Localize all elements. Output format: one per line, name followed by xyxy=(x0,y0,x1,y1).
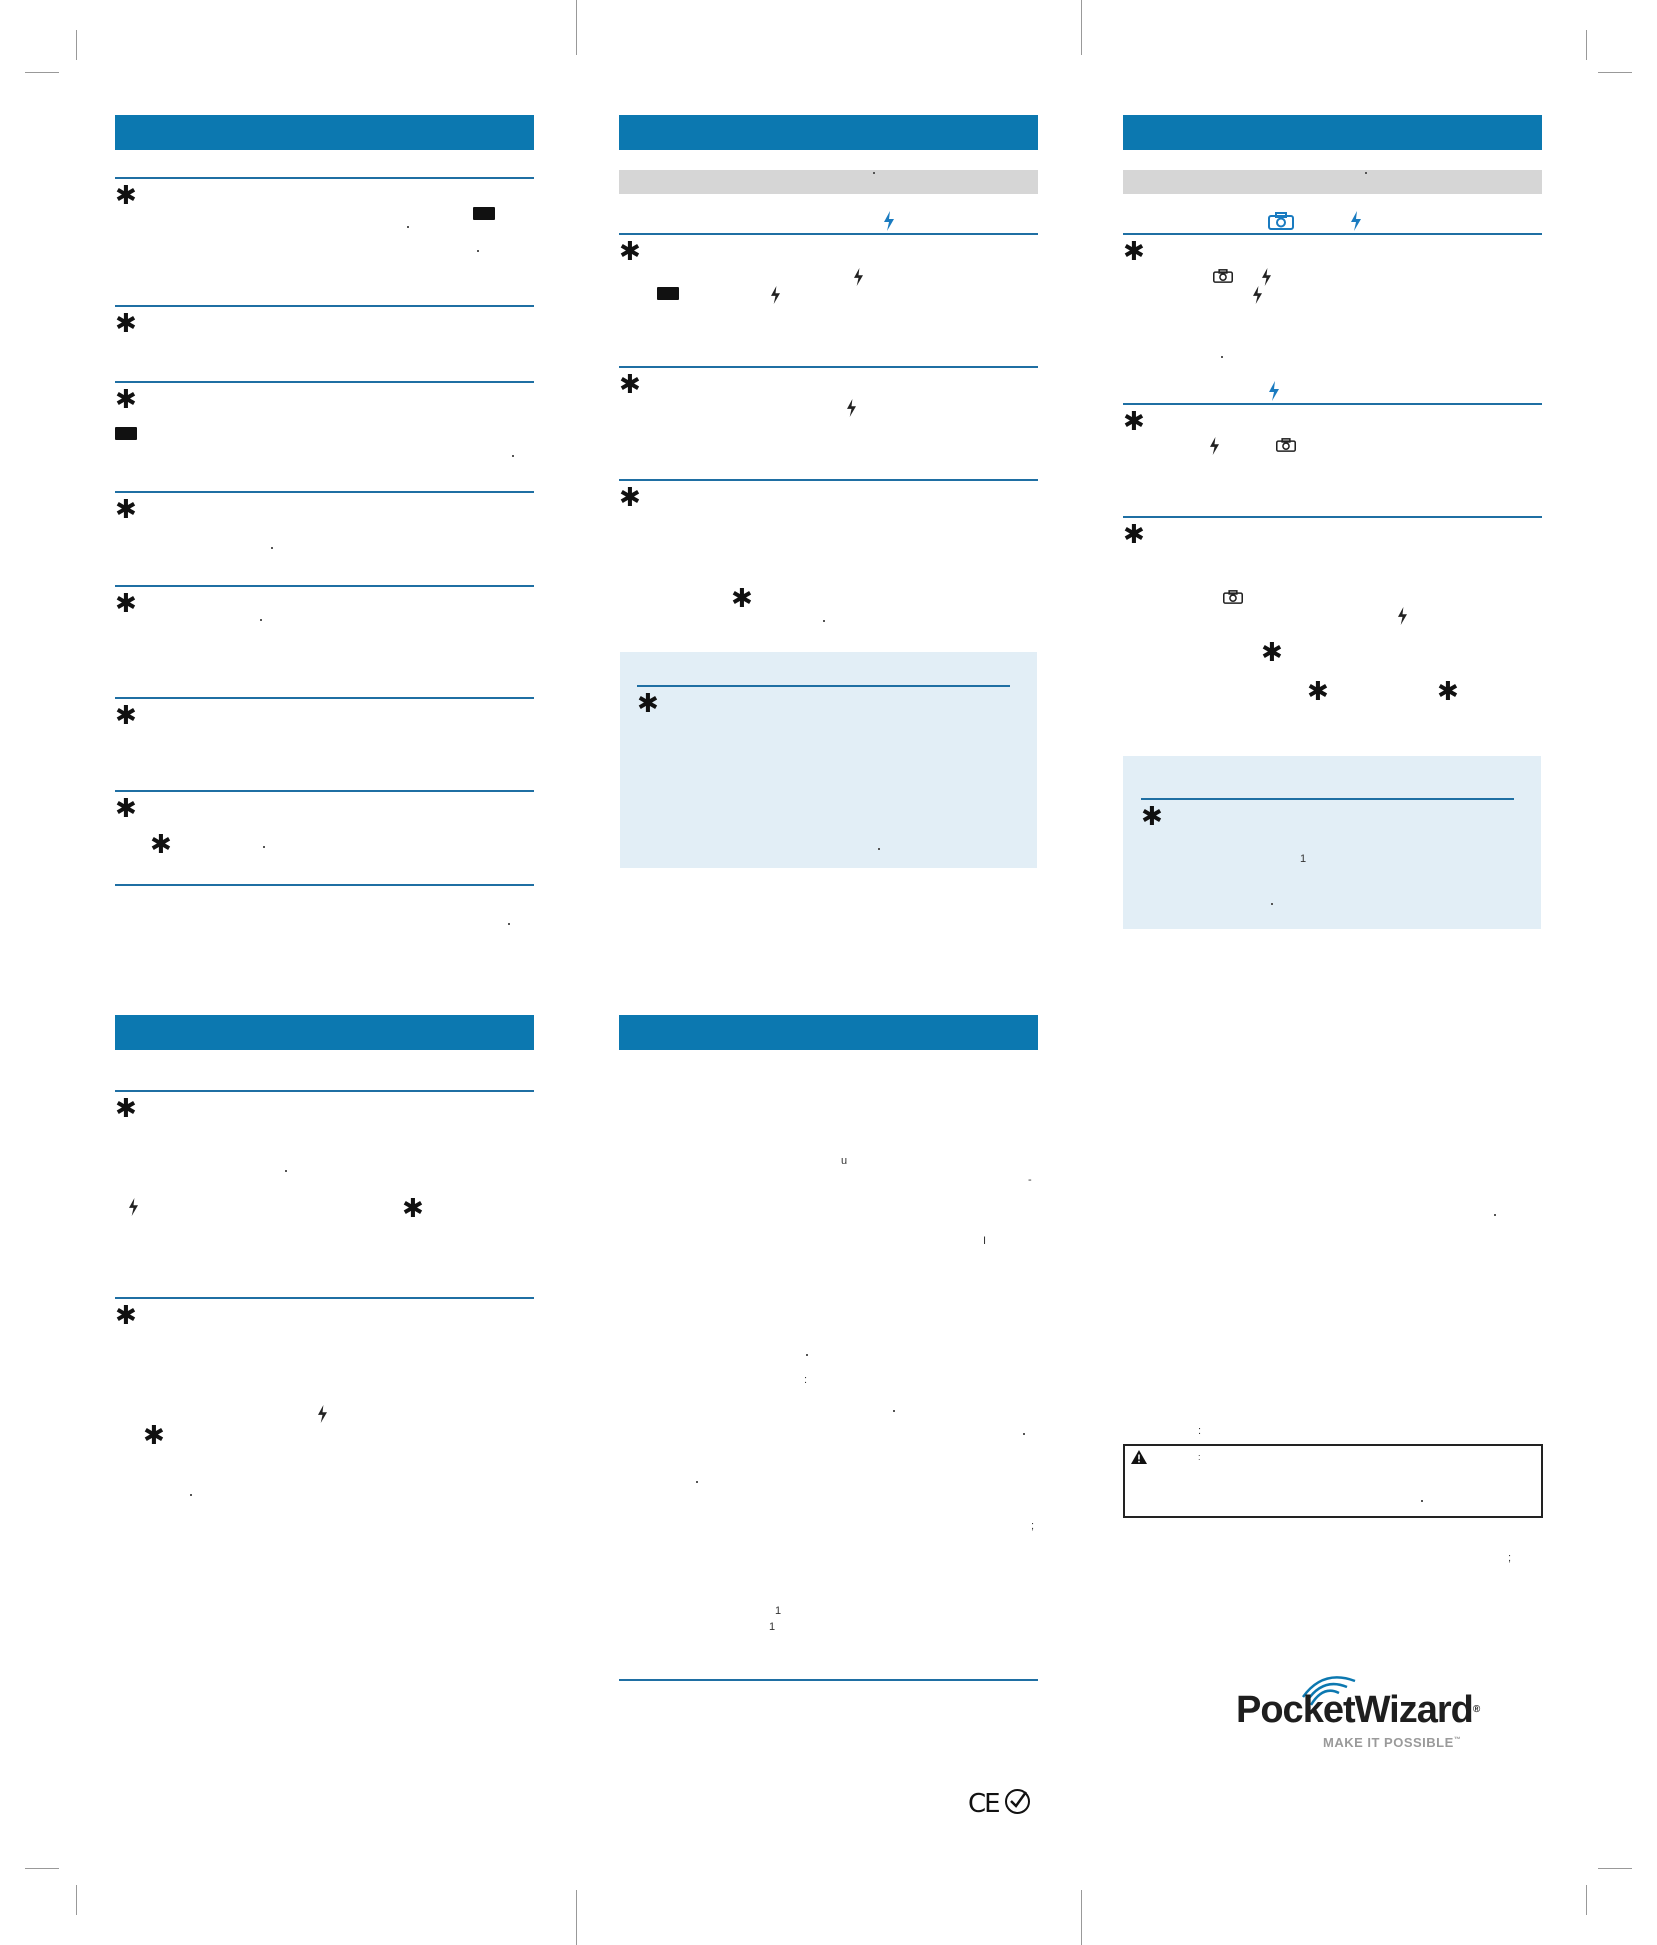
crop-mark xyxy=(1586,1885,1587,1915)
note-rule xyxy=(637,685,1010,687)
asterisk-icon: ✱ xyxy=(619,483,641,513)
asterisk-icon: ✱ xyxy=(115,495,137,525)
asterisk-icon: ✱ xyxy=(402,1194,424,1224)
flash-bolt-icon xyxy=(317,1405,328,1428)
stray-dot xyxy=(190,1494,192,1496)
stray-dot xyxy=(1421,1500,1423,1502)
asterisk-icon: ✱ xyxy=(637,689,659,719)
section-rule xyxy=(115,1090,534,1092)
asterisk-icon: ✱ xyxy=(115,1301,137,1331)
stray-dot xyxy=(1023,1433,1025,1435)
lcd-indicator-icon xyxy=(115,427,137,440)
ce-mark-icon: CE xyxy=(968,1789,999,1819)
section-rule xyxy=(115,884,534,886)
section-header-2 xyxy=(619,115,1038,150)
section-rule xyxy=(115,381,534,383)
flash-bolt-icon xyxy=(853,268,864,291)
asterisk-icon: ✱ xyxy=(619,370,641,400)
asterisk-icon: ✱ xyxy=(115,589,137,619)
flash-bolt-icon xyxy=(1252,286,1263,309)
section-rule xyxy=(115,305,534,307)
section-rule xyxy=(1123,233,1542,235)
stray-dot xyxy=(271,547,273,549)
section-rule xyxy=(619,366,1038,368)
fold-mark xyxy=(576,0,577,55)
section-rule xyxy=(1123,403,1542,405)
stray-dot xyxy=(263,846,265,848)
lcd-indicator-icon xyxy=(657,287,679,300)
stray-dot xyxy=(878,848,880,850)
fold-mark xyxy=(1081,0,1082,55)
brand-tagline: MAKE IT POSSIBLE™ xyxy=(1323,1735,1462,1750)
rohs-check-icon xyxy=(1004,1788,1031,1820)
crop-mark xyxy=(25,72,59,73)
stray-glyph: : xyxy=(1198,1425,1202,1437)
camera-icon xyxy=(1268,212,1294,235)
stray-dot xyxy=(823,620,825,622)
section-rule xyxy=(115,1297,534,1299)
lcd-indicator-icon xyxy=(473,207,495,220)
section-rule xyxy=(1123,516,1542,518)
asterisk-icon: ✱ xyxy=(1123,520,1145,550)
asterisk-icon: ✱ xyxy=(1437,677,1459,707)
crop-mark xyxy=(76,1885,77,1915)
asterisk-icon: ✱ xyxy=(115,1094,137,1124)
flash-bolt-icon xyxy=(1209,437,1220,460)
camera-icon xyxy=(1213,269,1233,288)
asterisk-icon: ✱ xyxy=(115,309,137,339)
fold-mark xyxy=(576,1890,577,1945)
stray-dot xyxy=(407,226,409,228)
crop-mark xyxy=(1586,30,1587,60)
crop-mark xyxy=(76,30,77,60)
asterisk-icon: ✱ xyxy=(1307,677,1329,707)
footnote-numeral: 1 xyxy=(1300,853,1307,865)
stray-dot xyxy=(806,1354,808,1356)
fold-mark xyxy=(1081,1890,1082,1945)
stray-dot xyxy=(873,172,875,174)
stray-dot xyxy=(285,1170,287,1172)
camera-icon xyxy=(1276,438,1296,457)
section-rule xyxy=(115,491,534,493)
asterisk-icon: ✱ xyxy=(1123,237,1145,267)
stray-glyph: - xyxy=(1028,1174,1032,1186)
flash-bolt-icon xyxy=(1397,607,1408,630)
flash-bolt-icon xyxy=(846,399,857,422)
stray-glyph: I xyxy=(983,1235,987,1247)
gray-subheader-bar xyxy=(1123,170,1542,194)
section-rule xyxy=(115,790,534,792)
section-rule xyxy=(115,697,534,699)
section-rule xyxy=(115,585,534,587)
asterisk-icon: ✱ xyxy=(115,794,137,824)
section-rule xyxy=(619,1679,1038,1681)
section-header-3 xyxy=(1123,115,1542,150)
asterisk-icon: ✱ xyxy=(143,1421,165,1451)
warning-triangle-icon xyxy=(1131,1450,1147,1469)
stray-dot xyxy=(1271,903,1273,905)
section-rule xyxy=(115,177,534,179)
asterisk-icon: ✱ xyxy=(731,584,753,614)
stray-dot xyxy=(893,1410,895,1412)
stray-dot xyxy=(1494,1214,1496,1216)
stray-dot xyxy=(1365,172,1367,174)
section-rule xyxy=(619,479,1038,481)
footnote-numeral: 1 xyxy=(775,1605,782,1617)
crop-mark xyxy=(1598,1868,1632,1869)
stray-dot xyxy=(512,455,514,457)
section-header-4 xyxy=(115,1015,534,1050)
stray-dot xyxy=(696,1481,698,1483)
section-header-1 xyxy=(115,115,534,150)
stray-dot xyxy=(260,619,262,621)
brand-logo: PocketWizard® xyxy=(1236,1689,1480,1731)
stray-glyph: : xyxy=(1198,1452,1201,1462)
asterisk-icon: ✱ xyxy=(150,830,172,860)
note-box xyxy=(1123,756,1541,929)
asterisk-icon: ✱ xyxy=(115,181,137,211)
stray-dot xyxy=(508,923,510,925)
gray-subheader-bar xyxy=(619,170,1038,194)
crop-mark xyxy=(1598,72,1632,73)
footnote-numeral: 1 xyxy=(769,1621,776,1633)
stray-glyph: : xyxy=(804,1374,808,1386)
warning-box xyxy=(1123,1444,1543,1518)
asterisk-icon: ✱ xyxy=(1141,802,1163,832)
flash-bolt-icon xyxy=(128,1198,139,1221)
note-rule xyxy=(1141,798,1514,800)
asterisk-icon: ✱ xyxy=(1261,638,1283,668)
section-rule xyxy=(619,233,1038,235)
section-header-5 xyxy=(619,1015,1038,1050)
stray-glyph: u xyxy=(841,1155,848,1167)
camera-icon xyxy=(1223,590,1243,609)
stray-glyph: ; xyxy=(1031,1520,1035,1532)
asterisk-icon: ✱ xyxy=(115,701,137,731)
asterisk-icon: ✱ xyxy=(115,385,137,415)
flash-bolt-icon xyxy=(770,286,781,309)
asterisk-icon: ✱ xyxy=(1123,407,1145,437)
stray-dot xyxy=(1221,356,1223,358)
asterisk-icon: ✱ xyxy=(619,237,641,267)
stray-glyph: ; xyxy=(1508,1552,1512,1564)
stray-dot xyxy=(477,250,479,252)
crop-mark xyxy=(25,1868,59,1869)
